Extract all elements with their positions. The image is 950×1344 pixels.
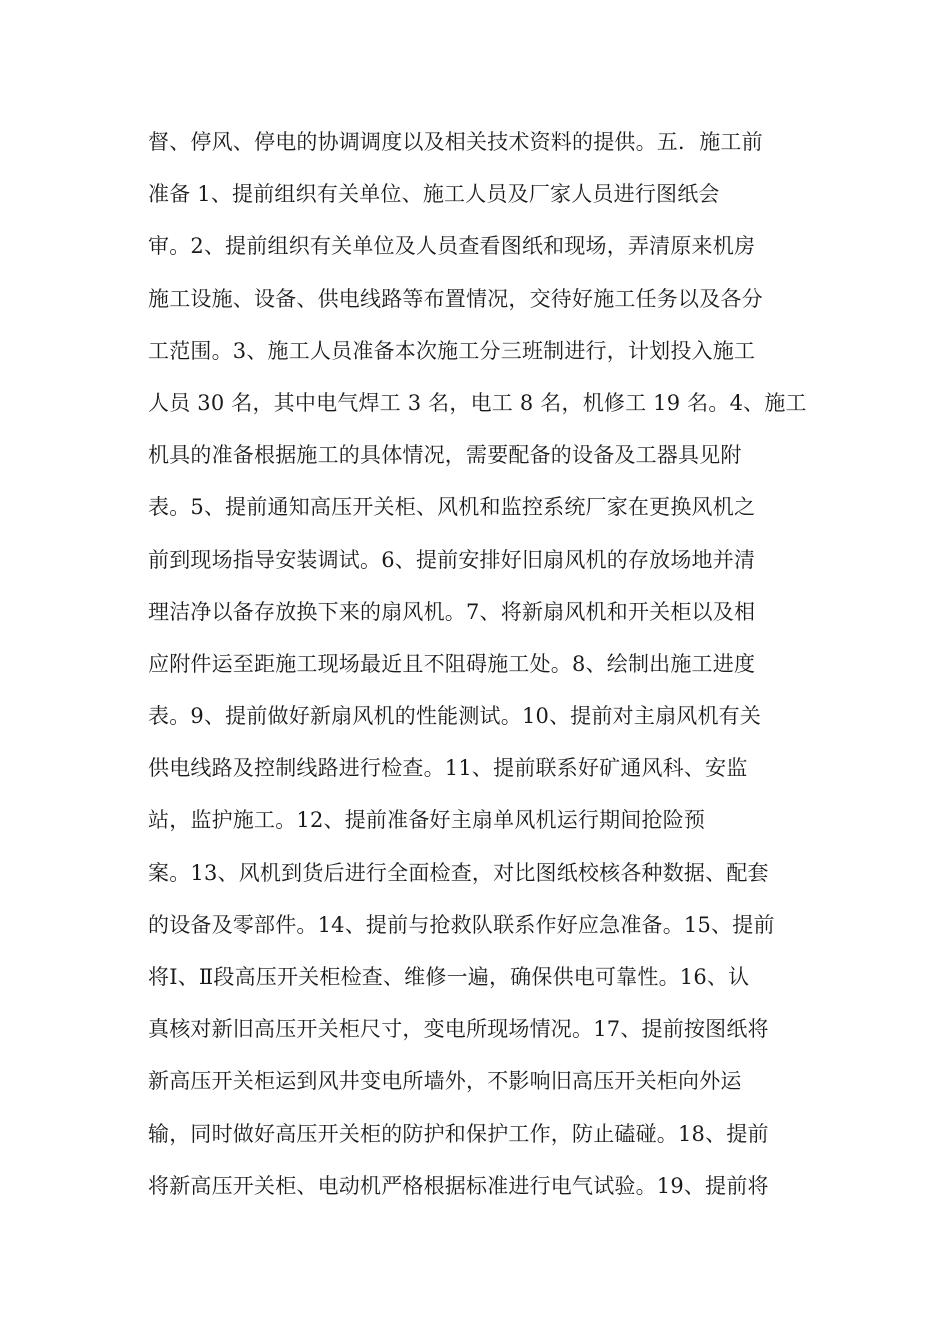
text-line-2: 准备 1、提前组织有关单位、施工人员及厂家人员进行图纸会 (148, 182, 720, 207)
text-line-7: 机具的准备根据施工的具体情况，需要配备的设备及工器具见附 (148, 443, 742, 468)
text-line-15: 案。13、风机到货后进行全面检查，对比图纸校核各种数据、配套 (148, 860, 769, 885)
text-line-14: 站，监护施工。12、提前准备好主扇单风机运行期间抢险预 (148, 808, 706, 833)
text-line-16: 的设备及零部件。14、提前与抢救队联系作好应急准备。15、提前 (148, 912, 775, 937)
text-line-6: 人员 30 名，其中电气焊工 3 名，电工 8 名，机修工 19 名。4、施工 (148, 390, 807, 415)
text-line-20: 输，同时做好高压开关柜的防护和保护工作，防止磕碰。18、提前 (148, 1121, 769, 1146)
text-line-10: 理洁净以备存放换下来的扇风机。7、将新扇风机和开关柜以及相 (148, 599, 756, 624)
text-line-11: 应附件运至距施工现场最近且不阻碍施工处。8、绘制出施工进度 (148, 651, 756, 676)
text-line-9: 前到现场指导安装调试。6、提前安排好旧扇风机的存放场地并清 (148, 547, 756, 572)
text-line-19: 新高压开关柜运到风井变电所墙外，不影响旧高压开关柜向外运 (148, 1069, 742, 1094)
text-line-1: 督、停风、停电的协调调度以及相关技术资料的提供。五．施工前 (148, 130, 763, 154)
text-line-3: 审。2、提前组织有关单位及人员查看图纸和现场，弄清原来机房 (148, 234, 756, 259)
text-line-8: 表。5、提前通知高压开关柜、风机和监控系统厂家在更换风机之 (148, 495, 756, 520)
text-line-12: 表。9、提前做好新扇风机的性能测试。10、提前对主扇风机有关 (148, 704, 762, 729)
text-line-18: 真核对新旧高压开关柜尺寸，变电所现场情况。17、提前按图纸将 (148, 1017, 769, 1042)
body-text (148, 116, 808, 1212)
text-line-17: 将Ⅰ、Ⅱ段高压开关柜检查、维修一遍，确保供电可靠性。16、认 (148, 965, 750, 989)
text-line-5: 工范围。3、施工人员准备本次施工分三班制进行，计划投入施工 (148, 338, 756, 363)
text-line-4: 施工设施、设备、供电线路等布置情况，交待好施工任务以及各分 (148, 286, 763, 311)
text-line-13: 供电线路及控制线路进行检查。11、提前联系好矿通风科、安监 (148, 756, 748, 781)
text-line-21: 将新高压开关柜、电动机严格根据标准进行电气试验。19、提前将 (148, 1173, 769, 1198)
